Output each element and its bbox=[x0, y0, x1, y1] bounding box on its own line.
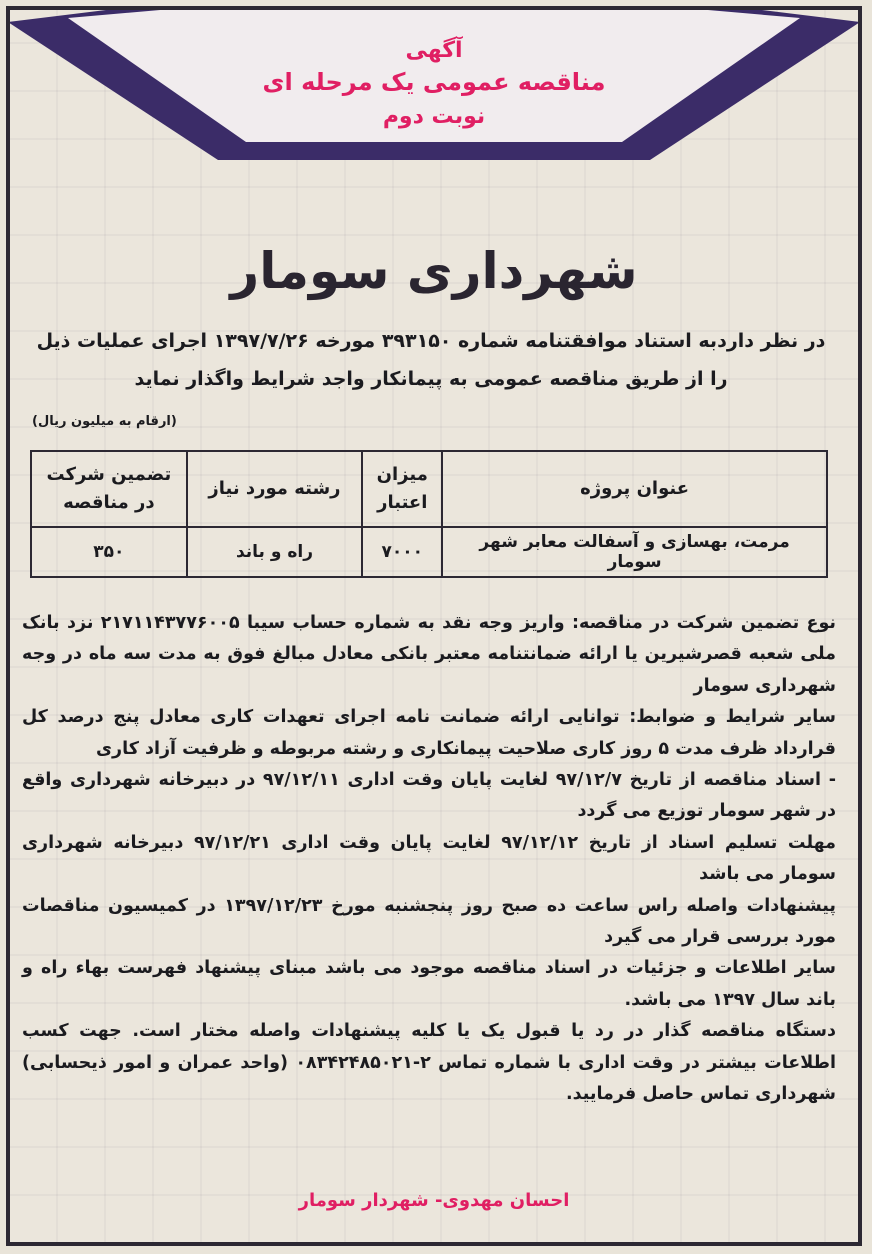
submission-deadline-paragraph: مهلت تسلیم اسناد از تاریخ ۹۷/۱۲/۱۲ لغایت پایان وقت اداری ۹۷/۱۲/۲۱ دبیرخانه شهرداری سومار می باشد bbox=[22, 832, 836, 885]
table-row bbox=[31, 527, 827, 577]
cell-guarantee: ۳۵۰ bbox=[31, 527, 187, 577]
intro-paragraph: در نظر داردبه استناد موافقتنامه شماره ۳۹۳۱۵۰ مورخه ۱۳۹۷/۷/۲۶ اجرای عملیات ذیل را از طریق مناقصه عمومی به پیمانکار واجد شرایط واگذار نماید bbox=[36, 330, 826, 390]
header-budget: میزان اعتبار bbox=[362, 451, 442, 527]
notice-body bbox=[22, 608, 836, 1111]
document-distribution-paragraph: - اسناد مناقصه از تاریخ ۹۷/۱۲/۷ لغایت پایان وقت اداری ۹۷/۱۲/۱۱ در دبیرخانه شهرداری واقع در شهر سومار توزیع می گردد bbox=[22, 770, 836, 822]
units-note: (ارقام به میلیون ریال) bbox=[32, 414, 177, 429]
table-header-row bbox=[31, 451, 827, 527]
project-table bbox=[30, 450, 828, 578]
cell-required-field: راه و باند bbox=[187, 527, 363, 577]
signature: احسان مهدوی- شهردار سومار bbox=[298, 1190, 570, 1211]
header-project-title: عنوان پروژه bbox=[442, 451, 827, 527]
page-title: شهرداری سومار bbox=[230, 242, 638, 300]
header-banner bbox=[10, 10, 858, 160]
header-required-field: رشته مورد نیاز bbox=[187, 451, 363, 527]
banner-line-1: آگهی bbox=[405, 38, 463, 63]
cell-project-title: مرمت، بهسازی و آسفالت معابر شهر سومار bbox=[442, 527, 827, 577]
conditions-paragraph: سایر شرایط و ضوابط: توانایی ارائه ضمانت نامه اجرای تعهدات کاری معادل پنج درصد کل قرارداد ظرف مدت ۵ روز کاری صلاحیت پیمانکاری و رشته مربوطه و ظرفیت آزاد کاری bbox=[22, 707, 836, 759]
opening-paragraph: پیشنهادات واصله راس ساعت ده صبح روز پنجشنبه مورخ ۱۳۹۷/۱۲/۲۳ در کمیسیون مناقصات مورد بررسی قرار می گیرد bbox=[22, 895, 836, 948]
guarantee-type-paragraph: نوع تضمین شرکت در مناقصه: واریز وجه نقد به شماره حساب سیبا ۲۱۷۱۱۴۳۷۷۶۰۰۵ نزد بانک ملی شعبه قصرشیرین یا ارائه ضمانتنامه معتبر بانکی معادل مبالغ فوق به مدت سه ماه در وجه شهرداری سومار bbox=[22, 613, 837, 696]
banner-line-2: مناقصه عمومی یک مرحله ای bbox=[262, 68, 606, 96]
details-paragraph: سایر اطلاعات و جزئیات در اسناد مناقصه موجود می باشد مبنای پیشنهاد فهرست بهاء راه و باند سال ۱۳۹۷ می باشد. bbox=[22, 958, 836, 1010]
header-guarantee: تضمین شرکت در مناقصه bbox=[31, 451, 187, 527]
cell-budget: ۷۰۰۰ bbox=[362, 527, 442, 577]
banner-line-3: نوبت دوم bbox=[382, 104, 486, 129]
tender-notice bbox=[6, 6, 862, 1246]
contact-paragraph: دستگاه مناقصه گذار در رد یا قبول یک یا کلیه پیشنهادات واصله مختار است. جهت کسب اطلاعات بیشتر در وقت اداری با شماره تماس ۲-۰۸۳۴۲۴۸۵۰۲۱ (واحد عمران و امور ذیحسابی) شهرداری تماس حاصل فرمایید. bbox=[22, 1021, 837, 1105]
